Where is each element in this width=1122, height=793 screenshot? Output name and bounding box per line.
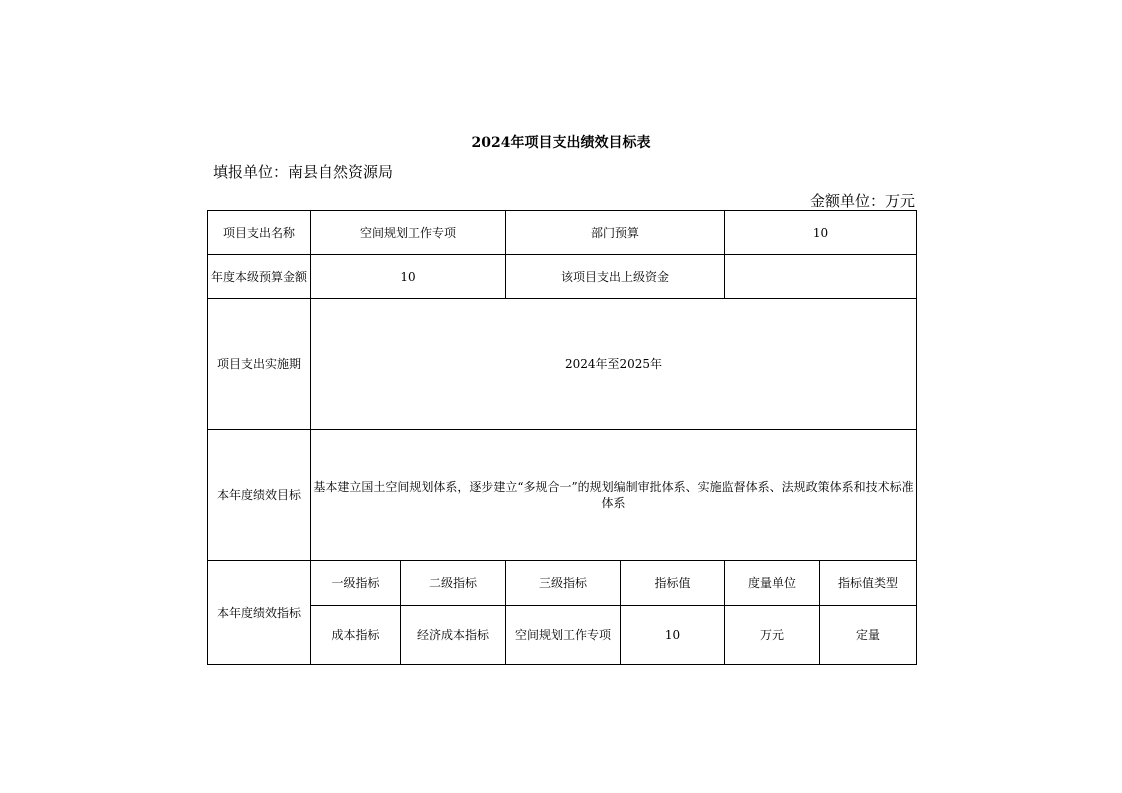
performance-target-table: [207, 210, 917, 665]
row-annual-budget: [208, 255, 917, 299]
indicator-level3: 空间规划工作专项: [506, 606, 621, 665]
header-value: 指标值: [621, 561, 725, 606]
indicator-value-type: 定量: [820, 606, 917, 665]
goal-label: 本年度绩效目标: [208, 430, 311, 561]
indicator-level2: 经济成本指标: [401, 606, 506, 665]
header-unit: 度量单位: [725, 561, 820, 606]
period-label: 项目支出实施期: [208, 299, 311, 430]
annual-budget-value: 10: [311, 255, 506, 299]
period-value: 2024年至2025年: [311, 299, 917, 430]
row-performance-goal: [208, 430, 917, 561]
project-name-value: 空间规划工作专项: [311, 211, 506, 255]
indicator-value: 10: [621, 606, 725, 665]
upper-funds-value: [725, 255, 917, 299]
indicator-level1: 成本指标: [311, 606, 401, 665]
indicator-unit: 万元: [725, 606, 820, 665]
amount-unit: 金额单位：万元: [809, 192, 915, 210]
project-name-label: 项目支出名称: [208, 211, 311, 255]
header-level3: 三级指标: [506, 561, 621, 606]
dept-budget-value: 10: [725, 211, 917, 255]
header-level2: 二级指标: [401, 561, 506, 606]
upper-funds-label: 该项目支出上级资金: [506, 255, 725, 299]
header-value-type: 指标值类型: [820, 561, 917, 606]
indicators-label: 本年度绩效指标: [208, 561, 311, 665]
goal-value: 基本建立国土空间规划体系，逐步建立“多规合一”的规划编制审批体系、实施监督体系、法规政策体系和技术标准体系: [311, 430, 917, 561]
annual-budget-label: 年度本级预算金额: [208, 255, 311, 299]
row-project-name: [208, 211, 917, 255]
row-implementation-period: [208, 299, 917, 430]
header-level1: 一级指标: [311, 561, 401, 606]
dept-budget-label: 部门预算: [506, 211, 725, 255]
indicator-header-row: [208, 561, 917, 606]
page-title: 2024年项目支出绩效目标表: [471, 135, 651, 151]
fill-unit: 填报单位：南县自然资源局: [213, 163, 394, 181]
indicator-row: [208, 606, 917, 665]
